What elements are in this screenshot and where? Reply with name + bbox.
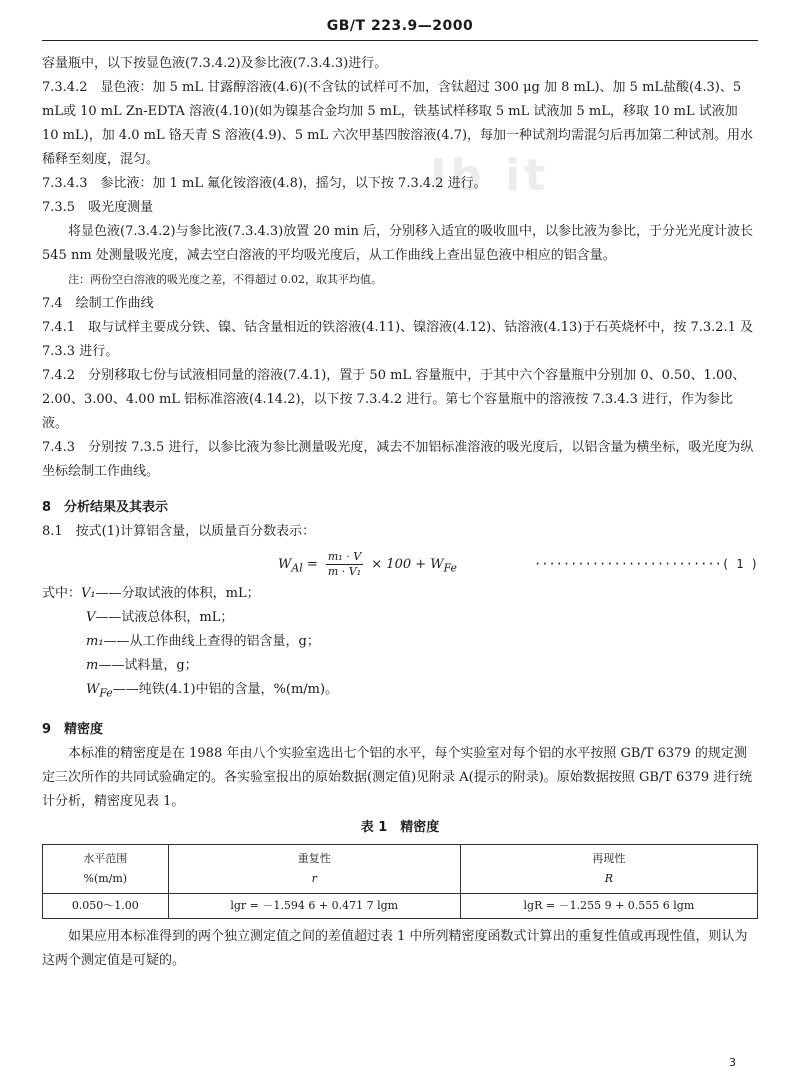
legend-desc: ——从工作曲线上查得的铝含量，g；	[103, 634, 320, 649]
table-cell: lgr = －1.594 6 + 0.471 7 lgm	[168, 893, 460, 918]
note-blank: 注：两份空白溶液的吸光度之差，不得超过 0.02，取其平均值。	[68, 273, 382, 286]
legend-row	[42, 606, 758, 630]
formula-rest: × 100 + W	[371, 557, 444, 572]
legend-symbol: m	[86, 658, 99, 673]
legend-desc: ——分取试液的体积，mL；	[95, 586, 260, 601]
legend-symbol: m₁	[86, 634, 104, 649]
body-content	[42, 52, 758, 973]
header-line: 再现性	[592, 851, 626, 865]
clause-7-3-5-heading: 7.3.5 吸光度测量	[42, 200, 154, 215]
table-cell: lgR = －1.255 9 + 0.555 6 lgm	[460, 893, 757, 918]
legend-row	[42, 582, 758, 606]
table-header-cell	[168, 844, 460, 893]
formula-number: ··························( 1 )	[534, 557, 758, 571]
clause-7-4-1: 7.4.1 取与试样主要成分铁、镍、钴含量相近的铁溶液(4.11)、镍溶液(4.12)、钴溶液(4.13)于石英烧杯中，按 7.3.2.1 及 7.3.3 进行。	[42, 320, 754, 359]
clause-7-3-4-3: 7.3.4.3 参比液：加 1 mL 氟化铵溶液(4.8)，摇匀，以下按 7.3.4.2 进行。	[42, 176, 487, 191]
formula-lhs: W	[278, 557, 292, 572]
header-line: 水平范围	[83, 851, 128, 865]
page-number: 3	[729, 1056, 736, 1069]
formula-denominator: m · V₁	[327, 565, 362, 578]
clause-7-4-3: 7.4.3 分别按 7.3.5 进行，以参比液为参比测量吸光度，减去不加铝标准溶液的吸光度后，以铝含量为横坐标，吸光度为纵坐标绘制工作曲线。	[42, 440, 754, 479]
standard-number-header: GB/T 223.9—2000	[326, 18, 474, 34]
watermark: Ib it	[430, 150, 550, 201]
legend-symbol: W	[86, 682, 100, 697]
legend-row	[42, 654, 758, 678]
legend-desc: ——试料量，g；	[98, 658, 198, 673]
header-line: %(m/m)	[83, 871, 128, 885]
legend-symbol: V₁	[81, 586, 96, 601]
legend-symbol: V	[86, 610, 96, 625]
header-line: R	[604, 871, 614, 885]
formula-fraction	[326, 550, 363, 579]
table-header-cell	[460, 844, 757, 893]
section-9-heading: 9 精密度	[42, 721, 104, 737]
clause-8-1: 8.1 按式(1)计算铝含量，以质量百分数表示：	[42, 524, 316, 539]
header-line: 重复性	[297, 851, 331, 865]
section-9-body: 本标准的精密度是在 1988 年由八个实验室选出七个铝的水平，每个实验室对每个铝的水平按照 GB/T 6379 的规定测定三次所作的共同试验确定的。各实验室报出的原始数据(测定值)见附录 A(提示的附录)。原始数据按照 GB/T 6379 进行统计分析，精密度见表 1。	[42, 745, 753, 809]
header-line: r	[311, 871, 317, 885]
formula-1	[42, 548, 758, 582]
formula-equals: =	[306, 557, 318, 572]
legend-label: 式中：	[42, 586, 82, 601]
formula-numerator: m₁ · V	[327, 550, 362, 563]
formula-legend	[42, 582, 758, 706]
formula-lhs-sub: Al	[291, 561, 303, 575]
legend-desc: ——试液总体积，mL；	[95, 610, 234, 625]
section-8-heading: 8 分析结果及其表示	[42, 500, 169, 515]
section-9-closing: 如果应用本标准得到的两个独立测定值之间的差值超过表 1 中所列精密度函数式计算出的重复性值或再现性值，则认为这两个测定值是可疑的。	[42, 928, 748, 968]
clause-7-4-heading: 7.4 绘制工作曲线	[42, 296, 154, 311]
legend-row	[42, 678, 758, 706]
table-cell: 0.050～1.00	[43, 893, 169, 918]
header-rule	[42, 40, 758, 41]
table-1-title: 表 1 精密度	[360, 819, 440, 835]
table-row	[43, 893, 758, 918]
paragraph-continuation: 容量瓶中，以下按显色液(7.3.4.2)及参比液(7.3.4.3)进行。	[42, 56, 388, 71]
formula-expression	[278, 550, 457, 581]
legend-symbol-sub: Fe	[99, 686, 113, 700]
legend-desc: ——纯铁(4.1)中铝的含量，%(m/m)。	[112, 682, 339, 697]
precision-table	[42, 844, 758, 919]
clause-7-4-2: 7.4.2 分别移取七份与试液相同量的溶液(7.4.1)，置于 50 mL 容量瓶中，于其中六个容量瓶中分别加 0、0.50、1.00、2.00、3.00、4.00 mL 铝标准溶液(4.14.2)，以下按 7.3.4.2 进行。第七个容量瓶中的溶液按 7.3.4.3 进行，作为参比液。	[42, 368, 746, 431]
clause-7-3-5-body: 将显色液(7.3.4.2)与参比液(7.3.4.3)放置 20 min 后，分别移入适宜的吸收皿中，以参比液为参比，于分光光度计波长 545 nm 处测量吸光度，减去空白溶液的平均吸光度后，从工作曲线上查出显色液中相应的铝含量。	[42, 224, 754, 263]
table-header-row	[43, 844, 758, 893]
formula-rest-sub: Fe	[443, 561, 457, 575]
clause-7-3-4-2: 7.3.4.2 显色液：加 5 mL 甘露醇溶液(4.6)(不含钛的试样可不加，含钛超过 300 μg 加 8 mL)、加 5 mL盐酸(4.3)、5 mL或 10 mL Zn-EDTA 溶液(4.10)(如为镍基合金均加 5 mL，铁基试样移取 5 mL 试液加 5 mL，移取 10 mL 试液加 10 mL)，加 4.0 mL 铬天青 S 溶液(4.9)、5 mL 六次甲基四胺溶液(4.7)，每加一种试剂均需混匀后再加第二种试剂。用水稀释至刻度，混匀。	[42, 80, 754, 167]
table-header-cell	[43, 844, 169, 893]
legend-row	[42, 630, 758, 654]
